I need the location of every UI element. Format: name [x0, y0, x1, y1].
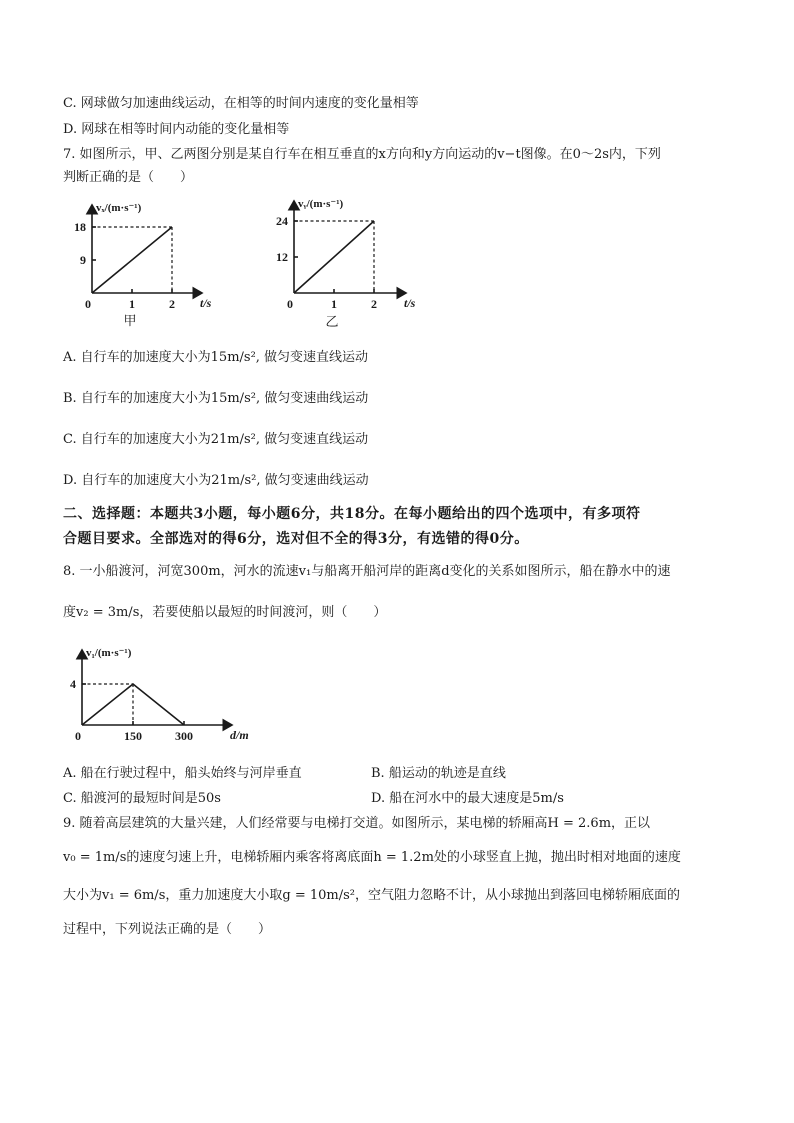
chart-caption: 乙: [325, 314, 339, 329]
y-axis-label: vᵧ/(m·s⁻¹): [298, 198, 344, 210]
data-line: [92, 227, 172, 293]
x-tick-label: 1: [331, 297, 337, 311]
chart-river-velocity: [66, 645, 256, 745]
q8-option-a: A. 船在行驶过程中，船头始终与河岸垂直: [63, 766, 302, 781]
q9-stem-line-3: 大小为v₁ = 6m/s，重力加速度大小取g = 10m/s²，空气阻力忽略不计，从小球抛出到落回电梯轿厢底面的: [63, 888, 680, 903]
y-tick-label: 12: [276, 250, 288, 264]
section-2-heading-line-2: 合题目要求。全部选对的得6分，选对但不全的得3分，有选错的得0分。: [63, 531, 529, 547]
x-tick-label: 2: [169, 297, 175, 311]
y-tick-label: 4: [70, 677, 76, 691]
x-tick-label: 300: [175, 729, 193, 743]
x-axis-label: d/m: [230, 728, 249, 742]
data-line: [294, 221, 374, 293]
x-tick-label: 0: [287, 297, 293, 311]
q7-stem-line-2: 判断正确的是（ ）: [63, 170, 194, 185]
q8-option-d: D. 船在河水中的最大速度是5m/s: [371, 791, 564, 806]
x-axis-label: t/s: [404, 296, 416, 310]
q7-option-b: B. 自行车的加速度大小为15m/s², 做匀变速曲线运动: [63, 391, 369, 406]
y-tick-label: 24: [276, 214, 288, 228]
y-tick-label: 9: [80, 253, 86, 267]
q8-stem-line-2: 度v₂ = 3m/s，若要使船以最短的时间渡河，则（ ）: [63, 605, 387, 620]
q9-stem-line-1: 9. 随着高层建筑的大量兴建，人们经常要与电梯打交道。如图所示，某电梯的轿厢高H = 2.6m，正以: [63, 816, 651, 831]
q8-stem-line-1: 8. 一小船渡河，河宽300m，河水的流速v₁与船离开船河岸的距离d变化的关系如图所示，船在静水中的速: [63, 564, 671, 579]
q9-stem-line-2: v₀ = 1m/s的速度匀速上升，电梯轿厢内乘客将离底面h = 1.2m处的小球竖直上抛，抛出时相对地面的速度: [63, 850, 681, 865]
q7-option-a: A. 自行车的加速度大小为15m/s², 做匀变速直线运动: [63, 350, 369, 365]
q8-option-b: B. 船运动的轨迹是直线: [371, 766, 506, 781]
y-axis-label: vₓ/(m·s⁻¹): [96, 202, 142, 214]
q7-option-d: D. 自行车的加速度大小为21m/s², 做匀变速曲线运动: [63, 473, 369, 488]
y-tick-label: 18: [74, 220, 86, 234]
x-tick-label: 1: [129, 297, 135, 311]
q6-option-c: C. 网球做匀加速曲线运动，在相等的时间内速度的变化量相等: [63, 96, 419, 111]
section-2-heading-line-1: 二、选择题：本题共3小题，每小题6分，共18分。在每小题给出的四个选项中，有多项符: [63, 506, 641, 522]
x-tick-label: 150: [124, 729, 142, 743]
q8-option-c: C. 船渡河的最短时间是50s: [63, 791, 221, 806]
x-axis-label: t/s: [200, 296, 212, 310]
x-tick-label: 0: [85, 297, 91, 311]
chart-yi: [262, 193, 462, 328]
x-tick-label: 0: [75, 729, 81, 743]
q7-option-c: C. 自行车的加速度大小为21m/s², 做匀变速直线运动: [63, 432, 369, 447]
q7-stem-line-1: 7. 如图所示，甲、乙两图分别是某自行车在相互垂直的x方向和y方向运动的v−t图像。在0～2s内，下列: [63, 147, 661, 162]
chart-jia: [60, 195, 260, 330]
q9-stem-line-4: 过程中，下列说法正确的是（ ）: [63, 922, 272, 937]
y-axis-label: v₁/(m·s⁻¹): [86, 647, 132, 659]
x-tick-label: 2: [371, 297, 377, 311]
chart-caption: 甲: [123, 313, 137, 328]
q6-option-d: D. 网球在相等时间内动能的变化量相等: [63, 122, 290, 137]
